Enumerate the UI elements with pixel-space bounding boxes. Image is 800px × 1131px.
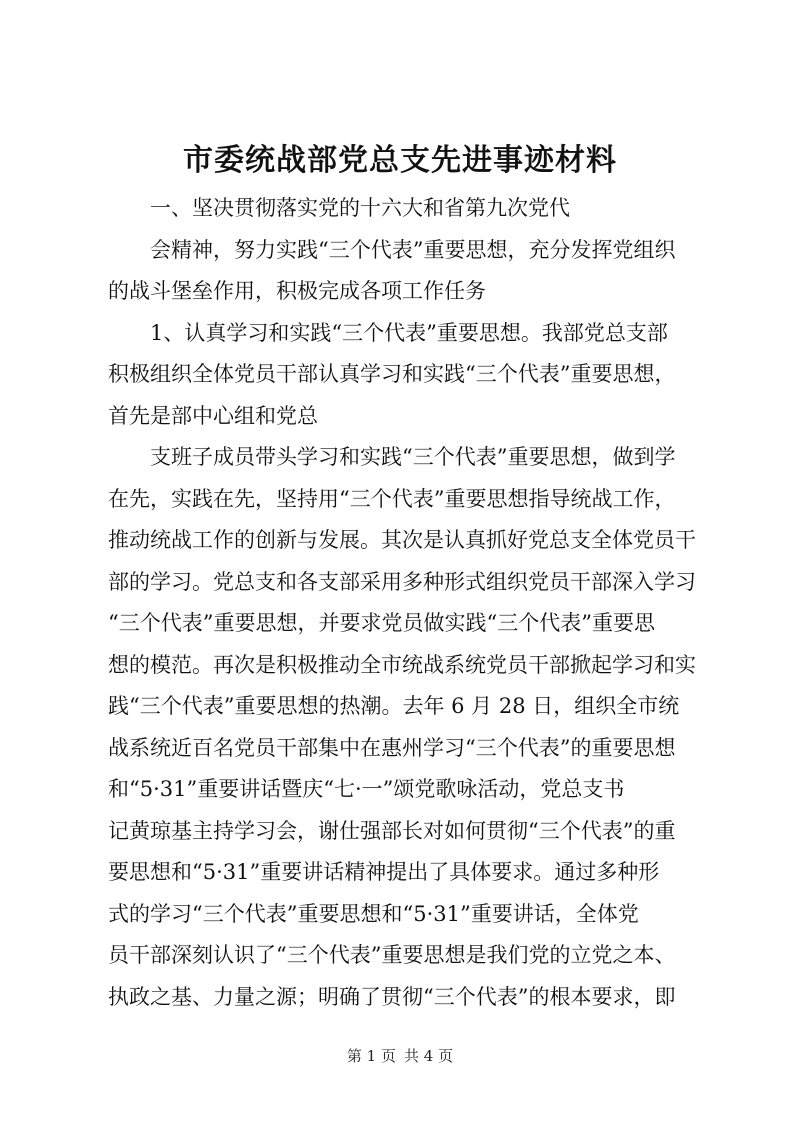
body-line: 会精神，努力实践“三个代表”重要思想，充分发挥党组织	[150, 237, 676, 262]
body-line: 想的模范。再次是积极推动全市统战系统党员干部掀起学习和实	[108, 652, 696, 677]
document-body	[108, 188, 708, 1018]
page-footer	[0, 1046, 800, 1066]
body-line: 积极组织全体党员干部认真学习和实践“三个代表”重要思想，	[108, 362, 676, 386]
body-line: 部的学习。党总支和各支部采用多种形式组织党员干部深入学习	[108, 569, 696, 594]
body-line: 执政之基、力量之源；明确了贯彻“三个代表”的根本要求，即	[108, 984, 676, 1009]
body-line: 践“三个代表”重要思想的热潮。去年 6 月 28 日，组织全市统	[108, 694, 680, 718]
body-line: 推动统战工作的创新与发展。其次是认真抓好党总支全体党员干	[108, 528, 696, 552]
body-line: 一、坚决贯彻落实党的十六大和省第九次党代	[150, 196, 570, 220]
body-line: 在先，实践在先，坚持用“三个代表”重要思想指导统战工作，	[108, 486, 676, 511]
body-line: 员干部深刻认识了“三个代表”重要思想是我们党的立党之本、	[108, 943, 676, 967]
body-line: 和“5·31”重要讲话暨庆“七·一”颂党歌咏活动，党总支书	[108, 777, 625, 801]
body-line: 要思想和“5·31”重要讲话精神提出了具体要求。通过多种形	[108, 860, 660, 884]
body-line: “三个代表”重要思想，并要求党员做实践“三个代表”重要思	[108, 611, 655, 635]
page-number: 第 1 页	[346, 1047, 396, 1065]
body-line: 记黄琼基主持学习会，谢仕强部长对如何贯彻“三个代表”的重	[108, 818, 676, 843]
document-title: 市委统战部党总支先进事迹材料	[183, 143, 617, 178]
body-line: 的战斗堡垒作用，积极完成各项工作任务	[108, 279, 486, 303]
body-line: 首先是部中心组和党总	[108, 403, 318, 428]
body-line: 1、认真学习和实践“三个代表”重要思想。我部党总支部	[150, 320, 668, 345]
page-total: 共 4 页	[404, 1047, 454, 1065]
body-line: 式的学习“三个代表”重要思想和“5·31”重要讲话，全体党	[108, 901, 639, 926]
body-line: 支班子成员带头学习和实践“三个代表”重要思想，做到学	[150, 445, 676, 469]
body-line: 战系统近百名党员干部集中在惠州学习“三个代表”的重要思想	[108, 735, 676, 760]
